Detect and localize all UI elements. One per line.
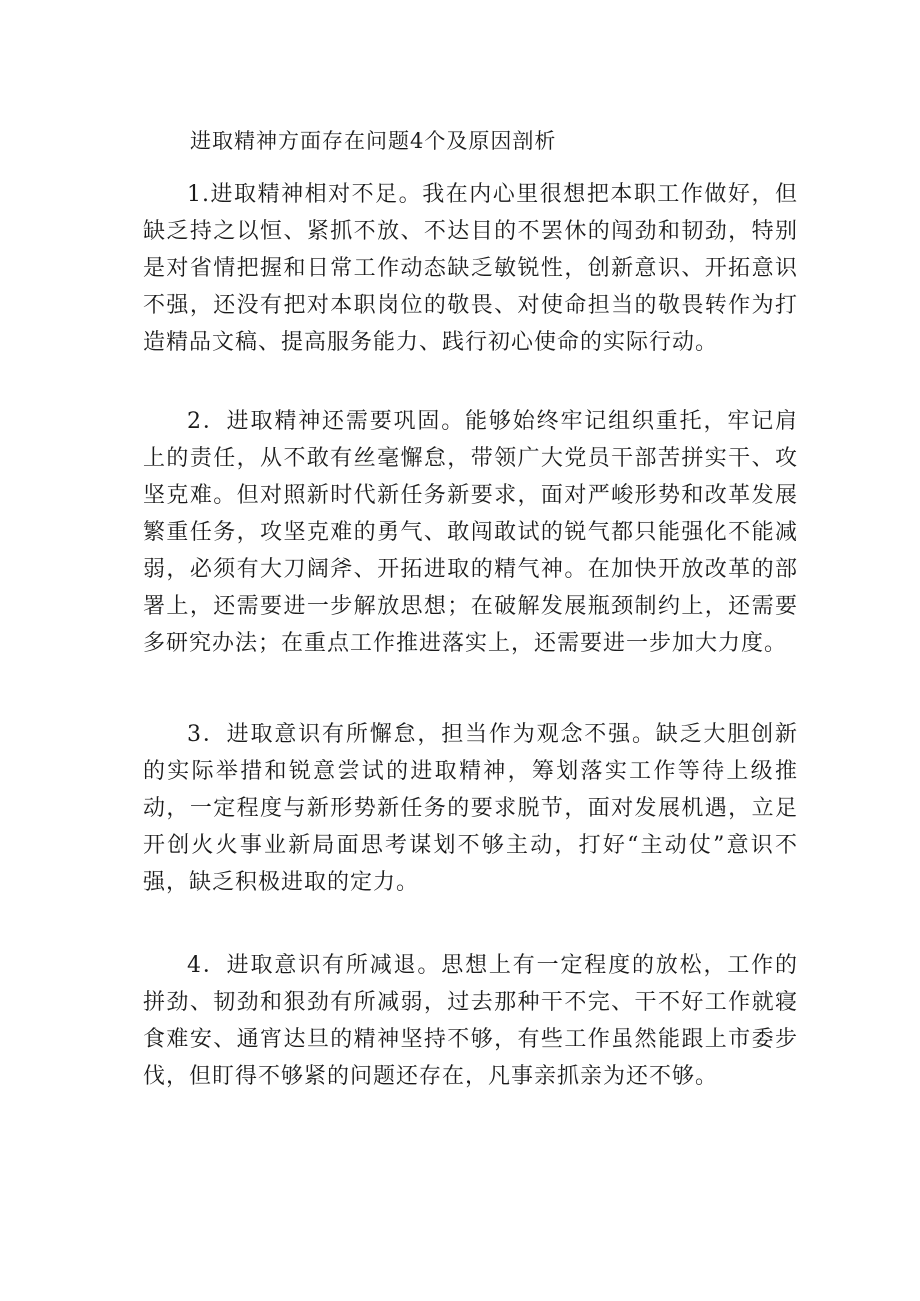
paragraph-1: 1.进取精神相对不足。我在内心里很想把本职工作做好，但缺乏持之以恒、紧抓不放、不达目的不罢休的闯劲和韧劲，特别是对省情把握和日常工作动态缺乏敏锐性，创新意识、开拓意识不强，还没有把对本职岗位的敬畏、对使命担当的敬畏转作为打造精品文稿、提高服务能力、践行初心使命的实际行动。	[143, 182, 798, 355]
paragraph-3: 3．进取意识有所懈怠，担当作为观念不强。缺乏大胆创新的实际举措和锐意尝试的进取精神，筹划落实工作等待上级推动，一定程度与新形势新任务的要求脱节，面对发展机遇，立足开创火火事业新局面思考谋划不够主动，打好“主动仗”意识不强，缺乏积极进取的定力。	[143, 722, 798, 895]
paragraph-4: 4．进取意识有所减退。思想上有一定程度的放松，工作的拼劲、韧劲和狠劲有所减弱，过去那种干不完、干不好工作就寝食难安、通宵达旦的精神坚持不够，有些工作虽然能跟上市委步伐，但盯得不够紧的问题还存在，凡事亲抓亲为还不够。	[143, 953, 798, 1089]
paragraph-2: 2．进取精神还需要巩固。能够始终牢记组织重托，牢记肩上的责任，从不敢有丝毫懈怠，带领广大党员干部苦拼实干、攻坚克难。但对照新时代新任务新要求，面对严峻形势和改革发展繁重任务，攻坚克难的勇气、敢闯敢试的锐气都只能强化不能减弱，必须有大刀阔斧、开拓进取的精气神。在加快开放改革的部署上，还需要进一步解放思想；在破解发展瓶颈制约上，还需要多研究办法；在重点工作推进落实上，还需要进一步加大力度。	[143, 409, 798, 656]
document-title: 进取精神方面存在问题4个及原因剖析	[190, 129, 557, 153]
